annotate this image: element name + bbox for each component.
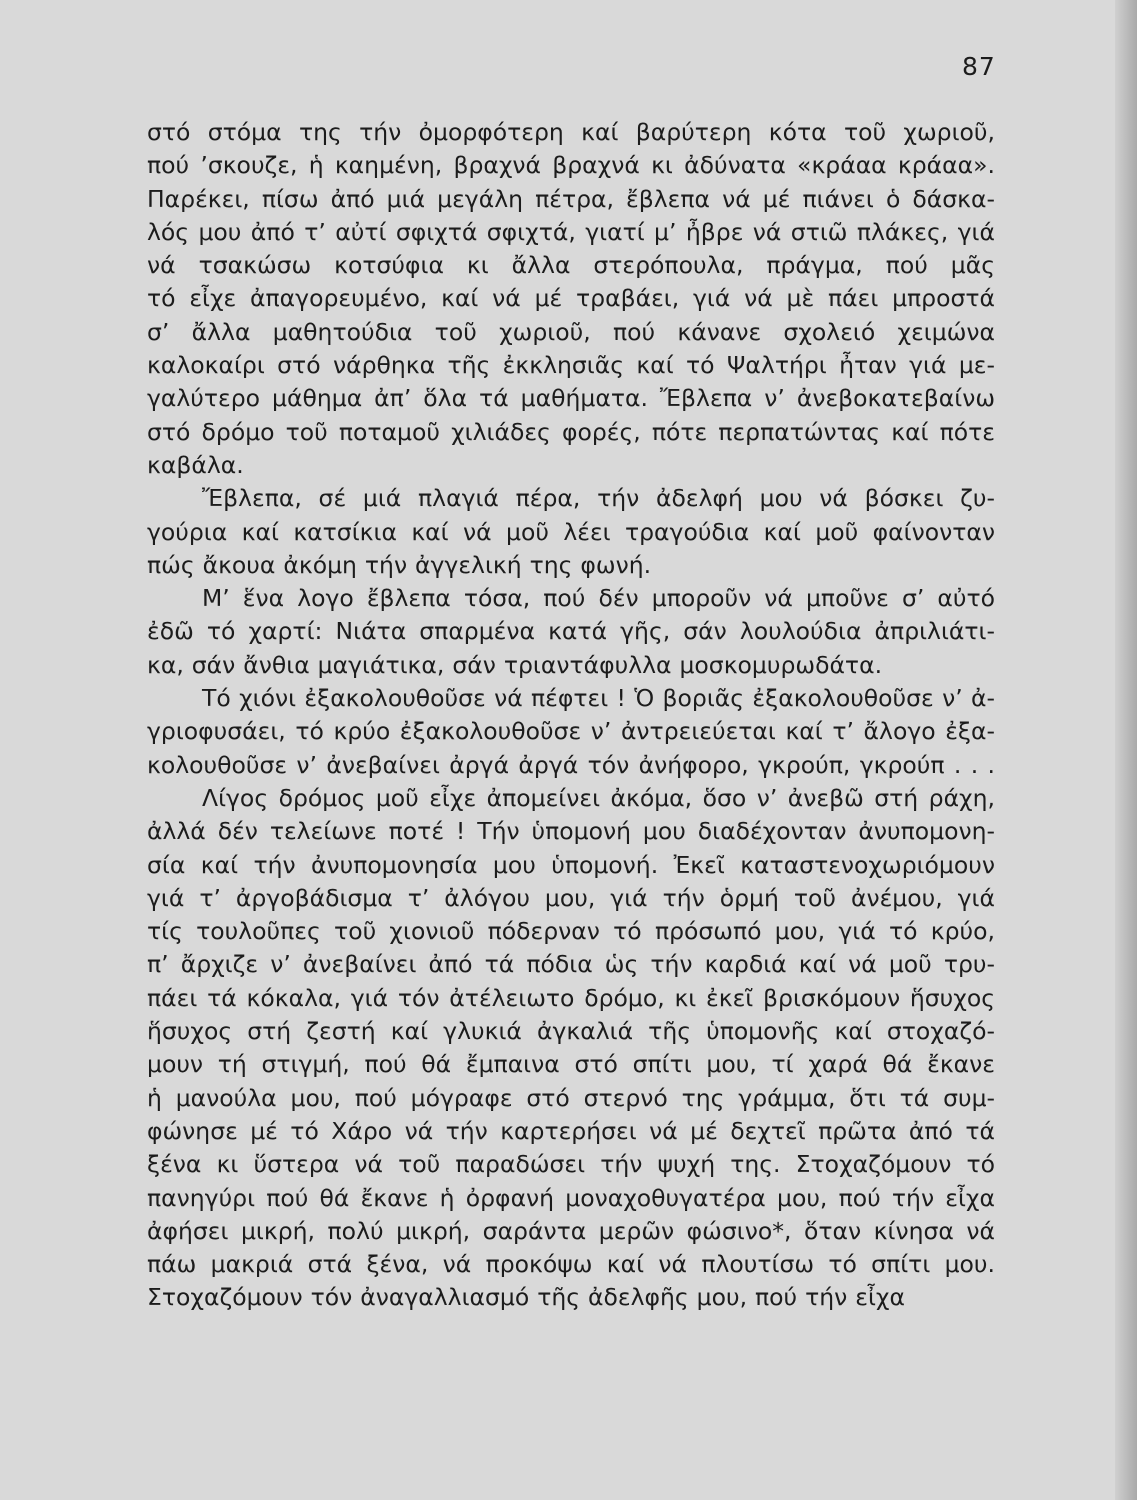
- text-line: μουν τή στιγμή, πού θά ἔμπαινα στό σπίτι μου, τί χαρά θά ἔκανε: [147, 1050, 995, 1079]
- text-line: στό δρόμο τοῦ ποταμοῦ χιλιάδες φορές, πότε περπατώντας καί πότε: [147, 417, 995, 446]
- text-line: γαλύτερο μάθημα ἀπ’ ὅλα τά μαθήματα. Ἔβλεπα ν’ ἀνεβοκατεβαίνω: [147, 384, 995, 413]
- text-line: ἥσυχος στή ζεστή καί γλυκιά ἀγκαλιά τῆς ὑπομονῆς καί στοχαζό-: [147, 1017, 995, 1046]
- text-line: πανηγύρι πού θά ἔκανε ἡ ὀρφανή μοναχοθυγατέρα μου, πού τήν εἶχα: [147, 1183, 995, 1212]
- text-line: κα, σάν ἄνθια μαγιάτικα, σάν τριαντάφυλλα μοσκομυρωδάτα.: [147, 650, 883, 679]
- text-line: πού ’σκουζε, ἡ καημένη, βραχνά βραχνά κι ἀδύνατα «κράαα κράαα».: [147, 151, 995, 180]
- page-number: 87: [962, 52, 996, 81]
- text-line: Μ’ ἕνα λογο ἔβλεπα τόσα, πού δέν μποροῦν νά μποῦνε σ’ αὐτό: [202, 584, 995, 613]
- text-line: πάει τά κόκαλα, γιά τόν ἀτέλειωτο δρόμο, κι ἐκεῖ βρισκόμουν ἥσυχος: [147, 983, 995, 1012]
- text-line: τίς τουλοῦπες τοῦ χιονιοῦ πόδερναν τό πρόσωπό μου, γιά τό κρύο,: [147, 917, 995, 946]
- text-line: γούρια καί κατσίκια καί νά μοῦ λέει τραγούδια καί μοῦ φαίνονταν: [147, 517, 995, 546]
- text-line: π’ ἄρχιζε ν’ ἀνεβαίνει ἀπό τά πόδια ὡς τήν καρδιά καί νά μοῦ τρυ-: [147, 950, 995, 979]
- text-line: κολουθοῦσε ν’ ἀνεβαίνει ἀργά ἀργά τόν ἀνήφορο, γκρούπ, γκρούπ . . .: [147, 750, 995, 779]
- text-line: γιά τ’ ἀργοβάδισμα τ’ ἀλόγου μου, γιά τήν ὁρμή τοῦ ἀνέμου, γιά: [147, 883, 995, 912]
- text-line: τό εἶχε ἀπαγορευμένο, καί νά μέ τραβάει, γιά νά μὲ πάει μπροστά: [147, 284, 995, 313]
- text-line: γριοφυσάει, τό κρύο ἐξακολουθοῦσε ν’ ἀντρειεύεται καί τ’ ἄλογο ἐξα-: [147, 717, 995, 746]
- text-line: πώς ἄκουα ἀκόμη τήν ἀγγελική της φωνή.: [147, 550, 652, 579]
- text-line: σ’ ἄλλα μαθητούδια τοῦ χωριοῦ, πού κάνανε σχολειό χειμώνα: [147, 317, 995, 346]
- text-line: Παρέκει, πίσω ἀπό μιά μεγάλη πέτρα, ἔβλεπα νά μέ πιάνει ὁ δάσκα-: [147, 184, 995, 213]
- text-line: στό στόμα της τήν ὀμορφότερη καί βαρύτερη κότα τοῦ χωριοῦ,: [147, 118, 995, 146]
- text-line: Τό χιόνι ἐξακολουθοῦσε νά πέφτει ! Ὁ βοριᾶς ἐξακολουθοῦσε ν’ ἀ-: [202, 684, 995, 713]
- text-line: καβάλα.: [147, 450, 244, 479]
- text-line: ἐδῶ τό χαρτί: Νιάτα σπαρμένα κατά γῆς, σάν λουλούδια ἀπριλιάτι-: [147, 617, 995, 646]
- page-edge-shadow: [1115, 0, 1137, 1500]
- text-line: καλοκαίρι στό νάρθηκα τῆς ἐκκλησιᾶς καί τό Ψαλτήρι ἦταν γιά με-: [147, 351, 995, 380]
- text-line: σία καί τήν ἀνυπομονησία μου ὑπομονή. Ἐκεῖ καταστενοχωριόμουν: [147, 850, 995, 879]
- text-line: λός μου ἀπό τ’ αὐτί σφιχτά σφιχτά, γιατί μ’ ἦβρε νά στιῶ πλάκες, γιά: [147, 217, 995, 246]
- text-line: φώνησε μέ τό Χάρο νά τήν καρτερήσει νά μέ δεχτεῖ πρῶτα ἀπό τά: [147, 1116, 995, 1145]
- text-line: Στοχαζόμουν τόν ἀναγαλλιασμό τῆς ἀδελφῆς μου, πού τήν εἶχα: [147, 1283, 905, 1312]
- text-line: νά τσακώσω κοτσύφια κι ἄλλα στερόπουλα, πράγμα, πού μᾶς: [147, 251, 995, 280]
- text-line: ἀλλά δέν τελείωνε ποτέ ! Τήν ὑπομονή μου διαδέχονταν ἀνυπομονη-: [147, 817, 995, 846]
- text-line: πάω μακριά στά ξένα, νά προκόψω καί νά πλουτίσω τό σπίτι μου.: [147, 1250, 995, 1279]
- text-line: ἡ μανούλα μου, πού μόγραφε στό στερνό της γράμμα, ὅτι τά συμ-: [147, 1083, 995, 1112]
- text-line: Λίγος δρόμος μοῦ εἶχε ἀπομείνει ἀκόμα, ὅσο ν’ ἀνεβῶ στή ράχη,: [202, 783, 995, 812]
- text-line: ξένα κι ὕστερα νά τοῦ παραδώσει τήν ψυχή της. Στοχαζόμουν τό: [147, 1150, 995, 1179]
- text-line: ἀφήσει μικρή, πολύ μικρή, σαράντα μερῶν φώσινο*, ὅταν κίνησα νά: [147, 1216, 995, 1245]
- body-text: [147, 116, 995, 1315]
- text-line: Ἔβλεπα, σέ μιά πλαγιά πέρα, τήν ἀδελφή μου νά βόσκει ζυ-: [202, 484, 995, 513]
